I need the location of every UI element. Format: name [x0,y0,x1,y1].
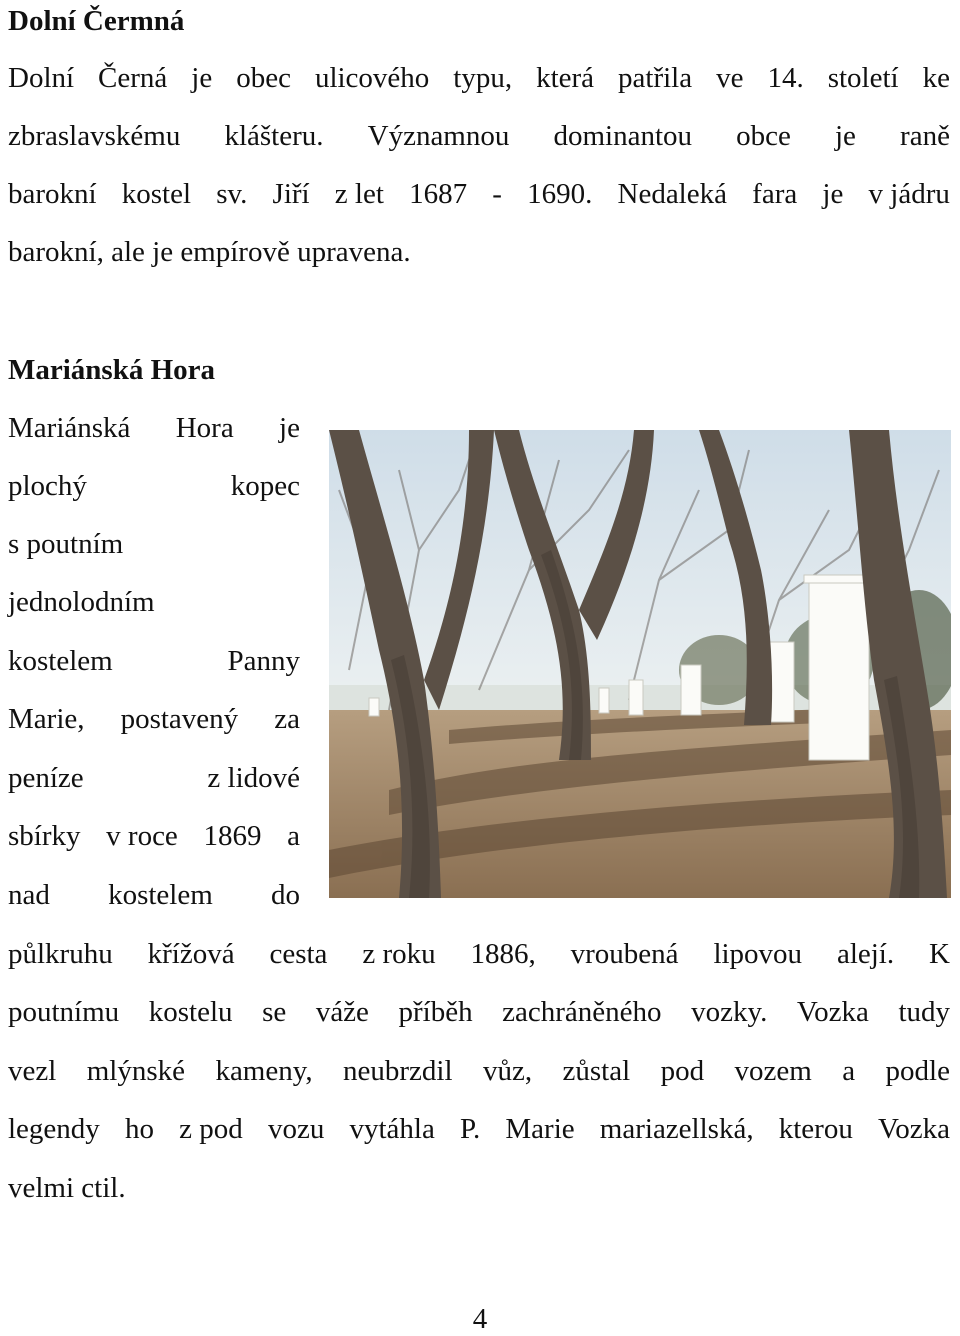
paragraph-line [8,644,300,678]
word: jednolodním [8,586,155,618]
word: velmi ctil. [8,1172,126,1204]
paragraph-line [8,235,411,269]
word: 1690. [527,178,593,210]
word: raně [900,120,950,152]
word: ho [124,1113,154,1145]
word: z lidové [207,762,300,794]
word: kopec [230,470,300,502]
paragraph-line [8,1171,126,1205]
word: váže [315,996,369,1028]
word: vroubená [570,938,679,970]
word: je [191,62,213,94]
paragraph-line [8,878,300,912]
paragraph-line [8,177,950,211]
word: postavený [120,703,239,735]
word: nad [8,879,50,911]
word: do [270,879,300,911]
word: v jádru [868,178,950,210]
word: patřila [618,62,693,94]
word: 1687 [409,178,468,210]
word: obec [236,62,291,94]
word: legendy [8,1113,100,1145]
word: Významnou [367,120,510,152]
word: cesta [269,938,328,970]
word: vozem [734,1055,812,1087]
word: vozky. [691,996,768,1028]
word: příběh [398,996,473,1028]
paragraph-line [8,119,950,153]
word: kterou [778,1113,853,1145]
paragraph-line [8,702,300,736]
word: Hora [175,412,234,444]
word: Mariánská [8,412,131,444]
word: Dolní [8,62,75,94]
word: vozu [267,1113,325,1145]
word: mariazellská, [599,1113,754,1145]
paragraph-line [8,995,950,1029]
section-title-marianska-hora: Mariánská Hora [8,354,216,386]
word: s poutním [8,528,124,560]
word: století [827,62,899,94]
word: neubrzdil [343,1055,453,1087]
word: dominantou [553,120,693,152]
word: fara [752,178,798,210]
word: ulicového [314,62,430,94]
paragraph-line [8,1054,950,1088]
word: barokní [8,178,97,210]
word: obce [736,120,791,152]
paragraph-line [8,469,300,503]
word: z let [334,178,384,210]
word: klášteru. [224,120,324,152]
word: Panny [227,645,300,677]
word: Marie [505,1113,575,1145]
word: vezl [8,1055,57,1087]
word: poutnímu [8,996,120,1028]
word: kostelem [8,645,113,677]
word: typu, [453,62,513,94]
word: tudy [898,996,950,1028]
word: z roku [362,938,436,970]
paragraph-line [8,937,950,971]
word: ve [716,62,744,94]
word: z pod [179,1113,243,1145]
word: kostel [121,178,192,210]
paragraph-line [8,1112,950,1146]
word: je [822,178,844,210]
word: K [929,938,950,970]
word: Vozka [796,996,869,1028]
word: je [279,412,300,444]
word: 1869 [203,820,262,852]
word: P. [460,1113,481,1145]
word: zbraslavskému [8,120,181,152]
word: je [835,120,856,152]
word: zůstal [562,1055,631,1087]
word: zachráněného [502,996,662,1028]
word: plochý [8,470,87,502]
word: půlkruhu [8,938,113,970]
word: podle [885,1055,950,1087]
section-title-dolni-cermna: Dolní Čermná [8,5,185,37]
word: Vozka [878,1113,950,1145]
word: barokní, ale je empírově upravena. [8,236,411,268]
word: ke [922,62,950,94]
word: 14. [767,62,804,94]
word: Marie, [8,703,85,735]
word: Jiří [272,178,310,210]
word: 1886, [470,938,536,970]
word: se [262,996,287,1028]
word: a [287,820,300,852]
word: vůz, [482,1055,533,1087]
photo-tree-avenue-illustration [329,430,951,898]
word: mlýnské [86,1055,186,1087]
word: která [536,62,595,94]
word: křížová [147,938,235,970]
word: Černá [98,62,168,94]
paragraph-line [8,585,155,619]
word: alejí. [836,938,895,970]
paragraph-line [8,61,950,95]
word: Nedaleká [617,178,727,210]
word: - [492,178,502,210]
word: kostelem [108,879,213,911]
word: lipovou [713,938,803,970]
paragraph-line [8,819,300,853]
word: pod [660,1055,705,1087]
word: a [842,1055,856,1087]
word: kostelu [148,996,233,1028]
paragraph-line [8,411,300,445]
word: kameny, [215,1055,313,1087]
page-number: 4 [472,1303,488,1335]
word: za [274,703,300,735]
paragraph-line [8,761,300,795]
word: sbírky [8,820,81,852]
word: sv. [216,178,248,210]
word: v roce [106,820,178,852]
word: peníze [8,762,84,794]
paragraph-line [8,527,123,561]
word: vytáhla [349,1113,435,1145]
photo-tree-avenue [329,430,951,898]
